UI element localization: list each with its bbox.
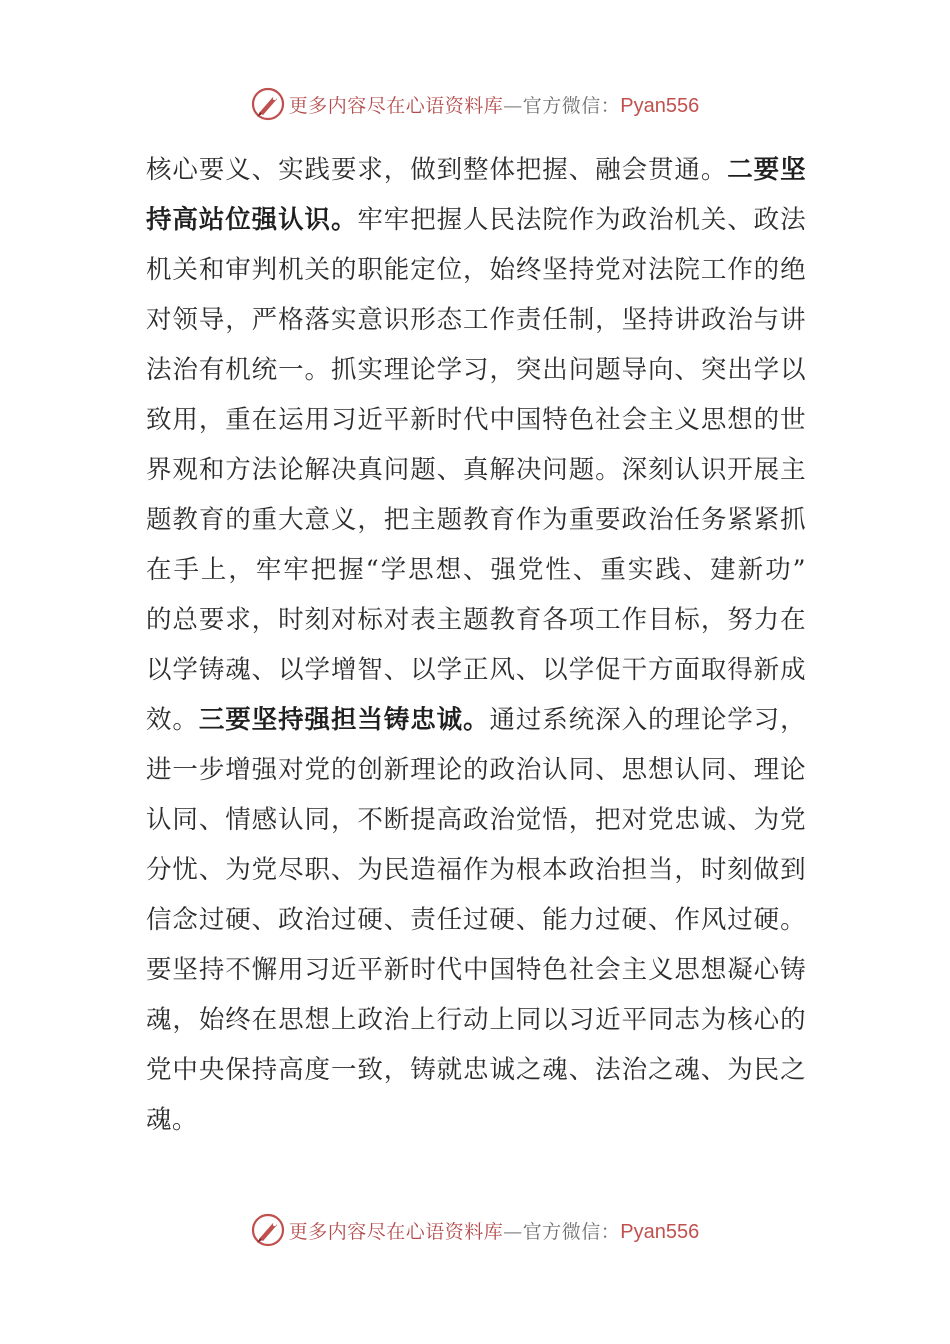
body-text: 核心要义、实践要求，做到整体把握、融会贯通。	[146, 155, 728, 185]
body-text: 魂。	[146, 1105, 198, 1135]
paragraph-line	[146, 995, 806, 1045]
paragraph-line	[146, 495, 806, 545]
body-text: 的总要求，时刻对标对表主题教育各项工作目标，努力在	[146, 605, 806, 635]
body-text: 法治有机统一。抓实理论学习，突出问题导向、突出学以	[146, 355, 806, 385]
paragraph-line	[146, 1045, 806, 1095]
banner-wechat-id: Pyan556	[620, 1220, 700, 1243]
bold-heading-text: 二要坚	[727, 155, 806, 185]
paragraph-line	[146, 445, 806, 495]
paragraph-line	[146, 695, 806, 745]
banner-lead-text: 更多内容尽在心语资料库	[288, 1220, 504, 1243]
banner-wechat-label: 官方微信：	[522, 94, 621, 117]
document-body	[146, 145, 806, 1145]
body-text: 信念过硬、政治过硬、责任过硬、能力过硬、作风过硬。	[146, 905, 806, 935]
paragraph-line	[146, 895, 806, 945]
paragraph-line	[146, 295, 806, 345]
body-text: 通过系统深入的理论学习，	[489, 705, 806, 735]
paragraph-line	[146, 345, 806, 395]
body-text: 牢牢把握人民法院作为政治机关、政法	[357, 205, 806, 235]
banner-dash: —	[503, 1220, 523, 1243]
paragraph-line	[146, 745, 806, 795]
body-text: 认同、情感认同，不断提高政治觉悟，把对党忠诚、为党	[146, 805, 806, 835]
pen-nib-logo-icon	[251, 87, 285, 121]
body-text: 致用，重在运用习近平新时代中国特色社会主义思想的世	[146, 405, 806, 435]
header-watermark-banner	[0, 84, 950, 124]
paragraph-line	[146, 245, 806, 295]
body-text: 党中央保持高度一致，铸就忠诚之魂、法治之魂、为民之	[146, 1055, 806, 1085]
banner-dash: —	[503, 94, 523, 117]
body-text: 题教育的重大意义，把主题教育作为重要政治任务紧紧抓	[146, 505, 806, 535]
bold-heading-text: 三要坚持强担当铸忠诚。	[198, 705, 490, 735]
body-text: 分忧、为党尽职、为民造福作为根本政治担当，时刻做到	[146, 855, 806, 885]
paragraph-line	[146, 1095, 806, 1145]
paragraph-line	[146, 195, 806, 245]
banner-wechat-label: 官方微信：	[522, 1220, 621, 1243]
body-text: 进一步增强对党的创新理论的政治认同、思想认同、理论	[146, 755, 806, 785]
paragraph-line	[146, 845, 806, 895]
body-text: 以学铸魂、以学增智、以学正风、以学促干方面取得新成	[146, 655, 806, 685]
paragraph-line	[146, 595, 806, 645]
body-text: 要坚持不懈用习近平新时代中国特色社会主义思想凝心铸	[146, 955, 806, 985]
body-text: 界观和方法论解决真问题、真解决问题。深刻认识开展主	[146, 455, 806, 485]
footer-watermark-banner	[0, 1210, 950, 1250]
body-text: 魂，始终在思想上政治上行动上同以习近平同志为核心的	[146, 1005, 806, 1035]
paragraph-line	[146, 545, 806, 595]
body-text: 效。	[146, 705, 199, 735]
banner-lead-text: 更多内容尽在心语资料库	[288, 94, 504, 117]
body-text: 在手上，牢牢把握“学思想、强党性、重实践、建新功”	[146, 555, 806, 585]
banner-wechat-id: Pyan556	[620, 94, 700, 117]
paragraph-line	[146, 795, 806, 845]
bold-heading-text: 持高站位强认识。	[146, 205, 358, 235]
body-text: 机关和审判机关的职能定位，始终坚持党对法院工作的绝	[146, 255, 806, 285]
paragraph-line	[146, 395, 806, 445]
paragraph-line	[146, 645, 806, 695]
body-text: 对领导，严格落实意识形态工作责任制，坚持讲政治与讲	[146, 305, 806, 335]
paragraph-line	[146, 145, 806, 195]
pen-nib-logo-icon	[251, 1213, 285, 1247]
paragraph-line	[146, 945, 806, 995]
